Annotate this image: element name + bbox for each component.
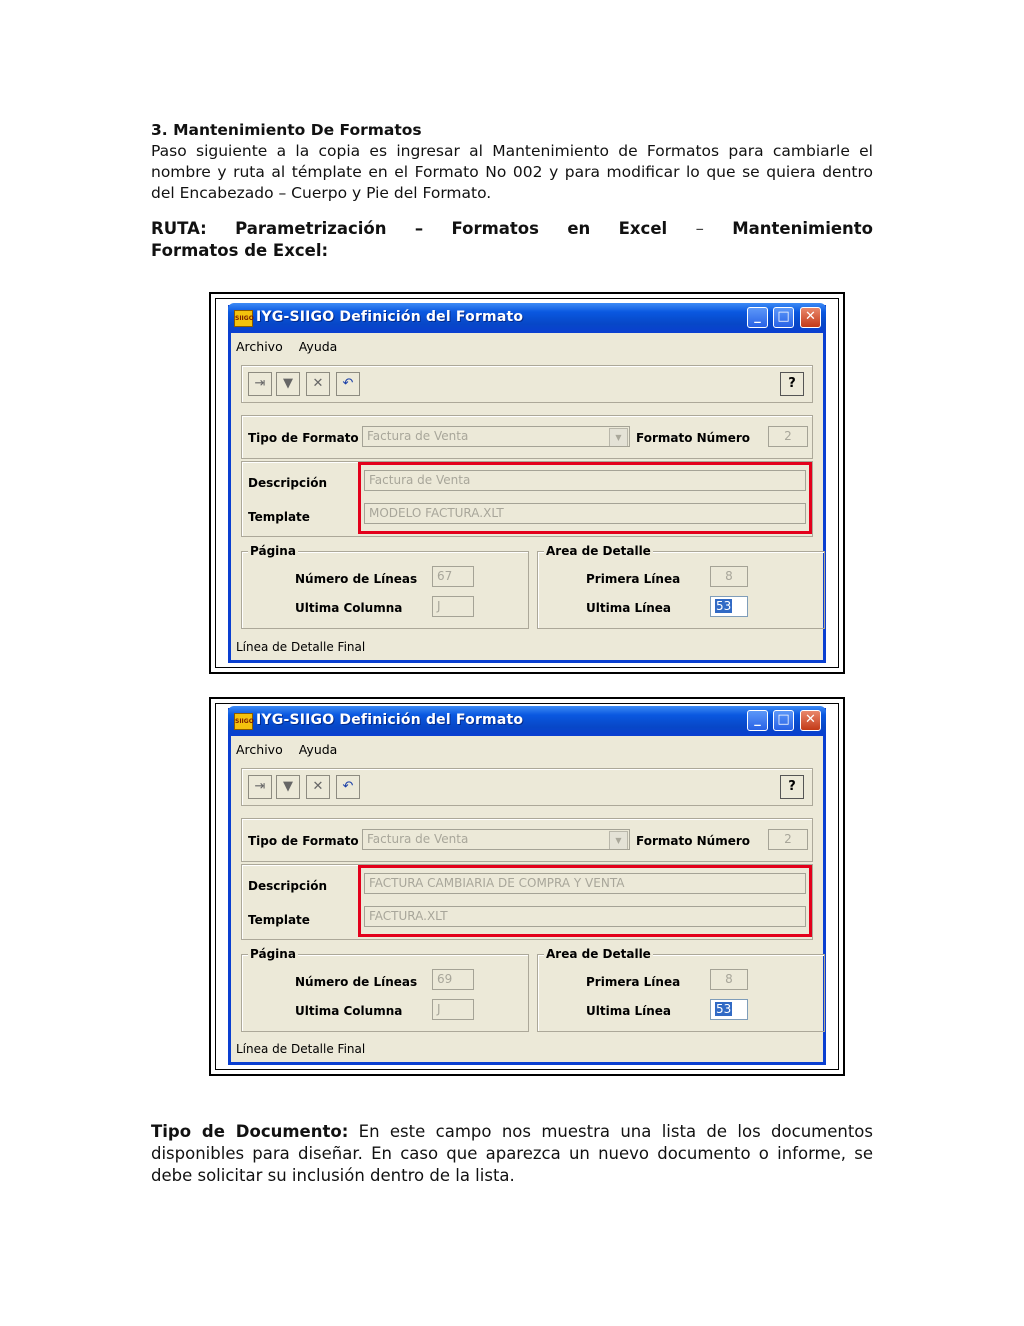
area-detalle-legend: Area de Detalle	[546, 544, 651, 558]
window-title: IYG-SIIGO Definición del Formato	[256, 712, 524, 728]
exit-icon[interactable]: ⇥	[248, 372, 272, 396]
menu-archivo[interactable]: Archivo	[236, 742, 283, 757]
ultima-linea-label: Ultima Línea	[586, 1004, 672, 1018]
route-text-b: Mantenimiento	[732, 219, 874, 238]
area-detalle-group	[537, 947, 825, 1032]
tipo-formato-value: Factura de Venta	[367, 429, 469, 443]
delete-icon[interactable]: ✕	[306, 775, 330, 799]
descripcion-label: Descripción	[248, 879, 327, 893]
menu-bar	[236, 742, 349, 757]
template-label: Template	[248, 913, 310, 927]
maximize-button[interactable]: □	[773, 710, 794, 731]
ultima-columna-field[interactable]: J	[432, 999, 474, 1020]
format-definition-window-2	[228, 708, 826, 1065]
section-heading: 3. Mantenimiento De Formatos	[151, 121, 422, 139]
closing-term: Tipo de Documento:	[151, 1122, 349, 1141]
closing-paragraph	[151, 1121, 873, 1187]
num-lineas-field[interactable]: 67	[432, 566, 474, 587]
closing-text: En este campo nos muestra una lista de los documentos disponibles para diseñar. En caso que aparezca un nuevo documento o informe, se debe solicitar su inclusión dentro de la lista.	[151, 1122, 873, 1185]
chevron-down-icon[interactable]: ▼	[609, 428, 628, 447]
formato-numero-field[interactable]: 2	[768, 426, 808, 447]
area-detalle-group	[537, 544, 825, 629]
toolbar	[241, 365, 813, 403]
descripcion-group	[241, 461, 813, 537]
num-lineas-label: Número de Líneas	[295, 572, 418, 586]
template-label: Template	[248, 510, 310, 524]
route-line-1	[151, 218, 873, 240]
help-icon[interactable]: ?	[780, 775, 804, 799]
formato-numero-label: Formato Número	[636, 431, 751, 445]
template-field[interactable]: MODELO FACTURA.XLT	[364, 503, 806, 524]
num-lineas-field[interactable]: 69	[432, 969, 474, 990]
siigo-logo-icon: SIIGO	[234, 713, 253, 730]
primera-linea-field[interactable]: 8	[710, 969, 748, 990]
ultima-linea-field[interactable]	[710, 596, 748, 617]
tipo-formato-value: Factura de Venta	[367, 832, 469, 846]
formato-numero-field[interactable]: 2	[768, 829, 808, 850]
menu-archivo[interactable]: Archivo	[236, 339, 283, 354]
exit-icon[interactable]: ⇥	[248, 775, 272, 799]
window-title: IYG-SIIGO Definición del Formato	[256, 309, 524, 325]
chevron-down-icon[interactable]: ▼	[609, 831, 628, 850]
ultima-linea-value: 53	[716, 599, 732, 613]
primera-linea-label: Primera Línea	[586, 572, 681, 586]
filter-icon[interactable]: ▼	[276, 372, 300, 396]
undo-icon[interactable]: ↶	[336, 372, 360, 396]
menu-ayuda[interactable]: Ayuda	[298, 339, 338, 354]
ultima-columna-field[interactable]: J	[432, 596, 474, 617]
tipo-formato-select[interactable]	[362, 426, 630, 447]
document-body	[151, 120, 873, 262]
menu-ayuda[interactable]: Ayuda	[298, 742, 338, 757]
siigo-logo-icon: SIIGO	[234, 310, 253, 327]
delete-icon[interactable]: ✕	[306, 372, 330, 396]
ultima-linea-label: Ultima Línea	[586, 601, 672, 615]
ultima-linea-field[interactable]	[710, 999, 748, 1020]
close-button[interactable]: ✕	[800, 307, 821, 328]
descripcion-field[interactable]: Factura de Venta	[364, 470, 806, 491]
primera-linea-label: Primera Línea	[586, 975, 681, 989]
template-field[interactable]: FACTURA.XLT	[364, 906, 806, 927]
minimize-button[interactable]: _	[747, 710, 768, 731]
intro-paragraph: Paso siguiente a la copia es ingresar al Mantenimiento de Formatos para cambiarle el nombre y ruta al témplate en el Formato No 002 y para modificar lo que se quiera dentro del Encabezado – Cuerpo y Pie del Formato.	[151, 142, 873, 202]
ultima-columna-label: Ultima Columna	[295, 601, 403, 615]
close-button[interactable]: ✕	[800, 710, 821, 731]
pagina-legend: Página	[250, 544, 296, 558]
descripcion-field[interactable]: FACTURA CAMBIARIA DE COMPRA Y VENTA	[364, 873, 806, 894]
num-lineas-label: Número de Líneas	[295, 975, 418, 989]
pagina-group	[241, 947, 529, 1032]
tipo-formato-group	[241, 415, 813, 459]
toolbar	[241, 768, 813, 806]
route-text-a: RUTA: Parametrización – Formatos en Excel	[151, 219, 668, 238]
pagina-group	[241, 544, 529, 629]
route-dash: –	[695, 219, 704, 238]
tipo-formato-group	[241, 818, 813, 862]
title-bar	[228, 303, 826, 333]
descripcion-label: Descripción	[248, 476, 327, 490]
title-bar	[228, 706, 826, 736]
status-text: Línea de Detalle Final	[236, 640, 366, 654]
descripcion-group	[241, 864, 813, 940]
filter-icon[interactable]: ▼	[276, 775, 300, 799]
ultima-linea-value: 53	[716, 1002, 732, 1016]
maximize-button[interactable]: □	[773, 307, 794, 328]
format-definition-window-1	[228, 305, 826, 663]
tipo-formato-label: Tipo de Formato	[248, 834, 359, 848]
status-text: Línea de Detalle Final	[236, 1042, 366, 1056]
minimize-button[interactable]: _	[747, 307, 768, 328]
tipo-formato-select[interactable]	[362, 829, 630, 850]
menu-bar	[236, 339, 349, 354]
screenshot-frame-2	[209, 697, 845, 1076]
route-line-2: Formatos de Excel:	[151, 241, 329, 260]
screenshot-frame-1	[209, 292, 845, 674]
pagina-legend: Página	[250, 947, 296, 961]
tipo-formato-label: Tipo de Formato	[248, 431, 359, 445]
help-icon[interactable]: ?	[780, 372, 804, 396]
undo-icon[interactable]: ↶	[336, 775, 360, 799]
primera-linea-field[interactable]: 8	[710, 566, 748, 587]
formato-numero-label: Formato Número	[636, 834, 751, 848]
ultima-columna-label: Ultima Columna	[295, 1004, 403, 1018]
area-detalle-legend: Area de Detalle	[546, 947, 651, 961]
